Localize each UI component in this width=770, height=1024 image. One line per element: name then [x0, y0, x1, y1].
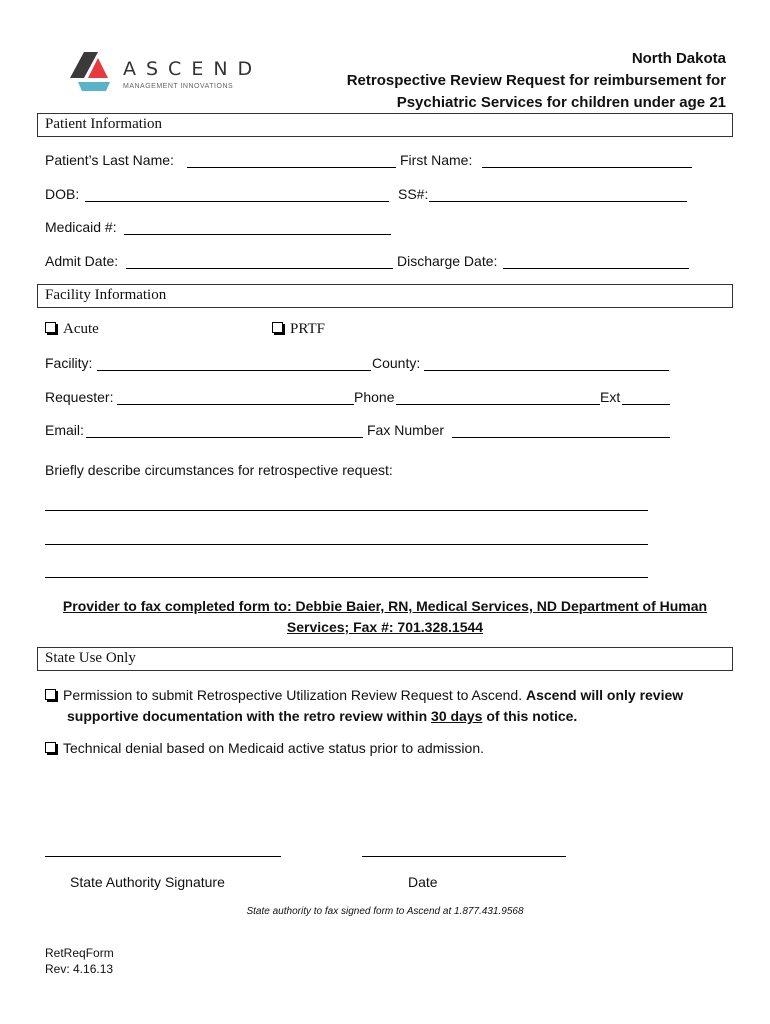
- form-revision: Rev: 4.16.13: [45, 962, 114, 976]
- state-use-section-title: State Use Only: [45, 650, 136, 666]
- acute-checkbox[interactable]: [45, 322, 56, 333]
- county-field[interactable]: [424, 370, 669, 371]
- email-field[interactable]: [86, 437, 363, 438]
- denial-text: Technical denial based on Medicaid active status prior to admission.: [63, 740, 485, 756]
- acute-option[interactable]: [45, 321, 99, 338]
- prtf-option[interactable]: [272, 321, 325, 338]
- facility-section-header: [37, 284, 733, 308]
- facility-label: Facility:: [45, 355, 93, 371]
- phone-field[interactable]: [396, 404, 600, 405]
- ssn-field[interactable]: [429, 201, 687, 202]
- describe-line-3[interactable]: [45, 577, 648, 578]
- facility-field[interactable]: [97, 370, 371, 371]
- admit-date-label: Admit Date:: [45, 253, 119, 269]
- state-use-section-header: [37, 647, 733, 671]
- admit-date-field[interactable]: [126, 268, 393, 269]
- document-title-line2: Psychiatric Services for children under age 21: [396, 94, 726, 111]
- provider-fax-notice: [0, 596, 770, 638]
- provider-fax-notice-line2: Services; Fax #: 701.328.1544: [286, 619, 484, 635]
- logo-wordmark: ASCEND: [123, 58, 263, 80]
- permission-text: Permission to submit Retrospective Utilization Review Request to Ascend.: [63, 687, 523, 703]
- county-label: County:: [372, 355, 421, 371]
- permission-option[interactable]: [45, 685, 735, 727]
- last-name-field[interactable]: [187, 167, 396, 168]
- dob-label: DOB:: [45, 186, 80, 202]
- discharge-date-label: Discharge Date:: [397, 253, 498, 269]
- last-name-label: Patient’s Last Name:: [45, 152, 174, 168]
- describe-label: Briefly describe circumstances for retrospective request:: [45, 462, 393, 478]
- denial-option[interactable]: [45, 740, 484, 757]
- form-footer: [45, 945, 114, 977]
- document-state: North Dakota: [631, 50, 726, 67]
- patient-section-header: [37, 113, 733, 137]
- denial-checkbox[interactable]: [45, 742, 56, 753]
- signature-label: State Authority Signature: [70, 874, 225, 890]
- acute-label: Acute: [63, 321, 99, 337]
- first-name-label: First Name:: [400, 152, 473, 168]
- medicaid-field[interactable]: [124, 234, 391, 235]
- prtf-label: PRTF: [290, 321, 325, 337]
- permission-days: 30 days: [431, 708, 483, 724]
- logo-tagline: MANAGEMENT INNOVATIONS: [123, 83, 234, 90]
- fax-number-label: Fax Number: [367, 422, 445, 438]
- date-field[interactable]: [362, 856, 566, 857]
- permission-end: of this notice.: [486, 708, 578, 724]
- facility-section-title: Facility Information: [45, 287, 167, 303]
- requester-label: Requester:: [45, 389, 114, 405]
- first-name-field[interactable]: [482, 167, 692, 168]
- ext-field[interactable]: [622, 404, 670, 405]
- prtf-checkbox[interactable]: [272, 322, 283, 333]
- dob-field[interactable]: [85, 201, 389, 202]
- document-title-line1: Retrospective Review Request for reimbursement for: [346, 72, 726, 89]
- describe-line-1[interactable]: [45, 510, 648, 511]
- state-fax-instruction: State authority to fax signed form to Ascend at 1.877.431.9568: [246, 906, 524, 917]
- permission-bold-text-2: supportive documentation with the retro review within: [67, 708, 428, 724]
- phone-label: Phone: [354, 389, 395, 405]
- medicaid-label: Medicaid #:: [45, 219, 117, 235]
- date-label: Date: [408, 874, 438, 890]
- signature-field[interactable]: [45, 856, 281, 857]
- ascend-logo-mark: [68, 52, 114, 94]
- form-code: RetReqForm: [45, 946, 114, 960]
- provider-fax-notice-line1: Provider to fax completed form to: Debbie Baier, RN, Medical Services, ND Department of Human: [62, 598, 708, 614]
- discharge-date-field[interactable]: [503, 268, 689, 269]
- requester-field[interactable]: [117, 404, 354, 405]
- patient-section-title: Patient Information: [45, 116, 163, 132]
- ssn-label: SS#:: [398, 186, 429, 202]
- permission-checkbox[interactable]: [45, 689, 56, 700]
- ext-label: Ext: [600, 389, 621, 405]
- email-label: Email:: [45, 422, 84, 438]
- fax-number-field[interactable]: [452, 437, 670, 438]
- describe-line-2[interactable]: [45, 544, 648, 545]
- ascend-logo: [68, 52, 263, 96]
- permission-bold-text: Ascend will only review: [525, 687, 684, 703]
